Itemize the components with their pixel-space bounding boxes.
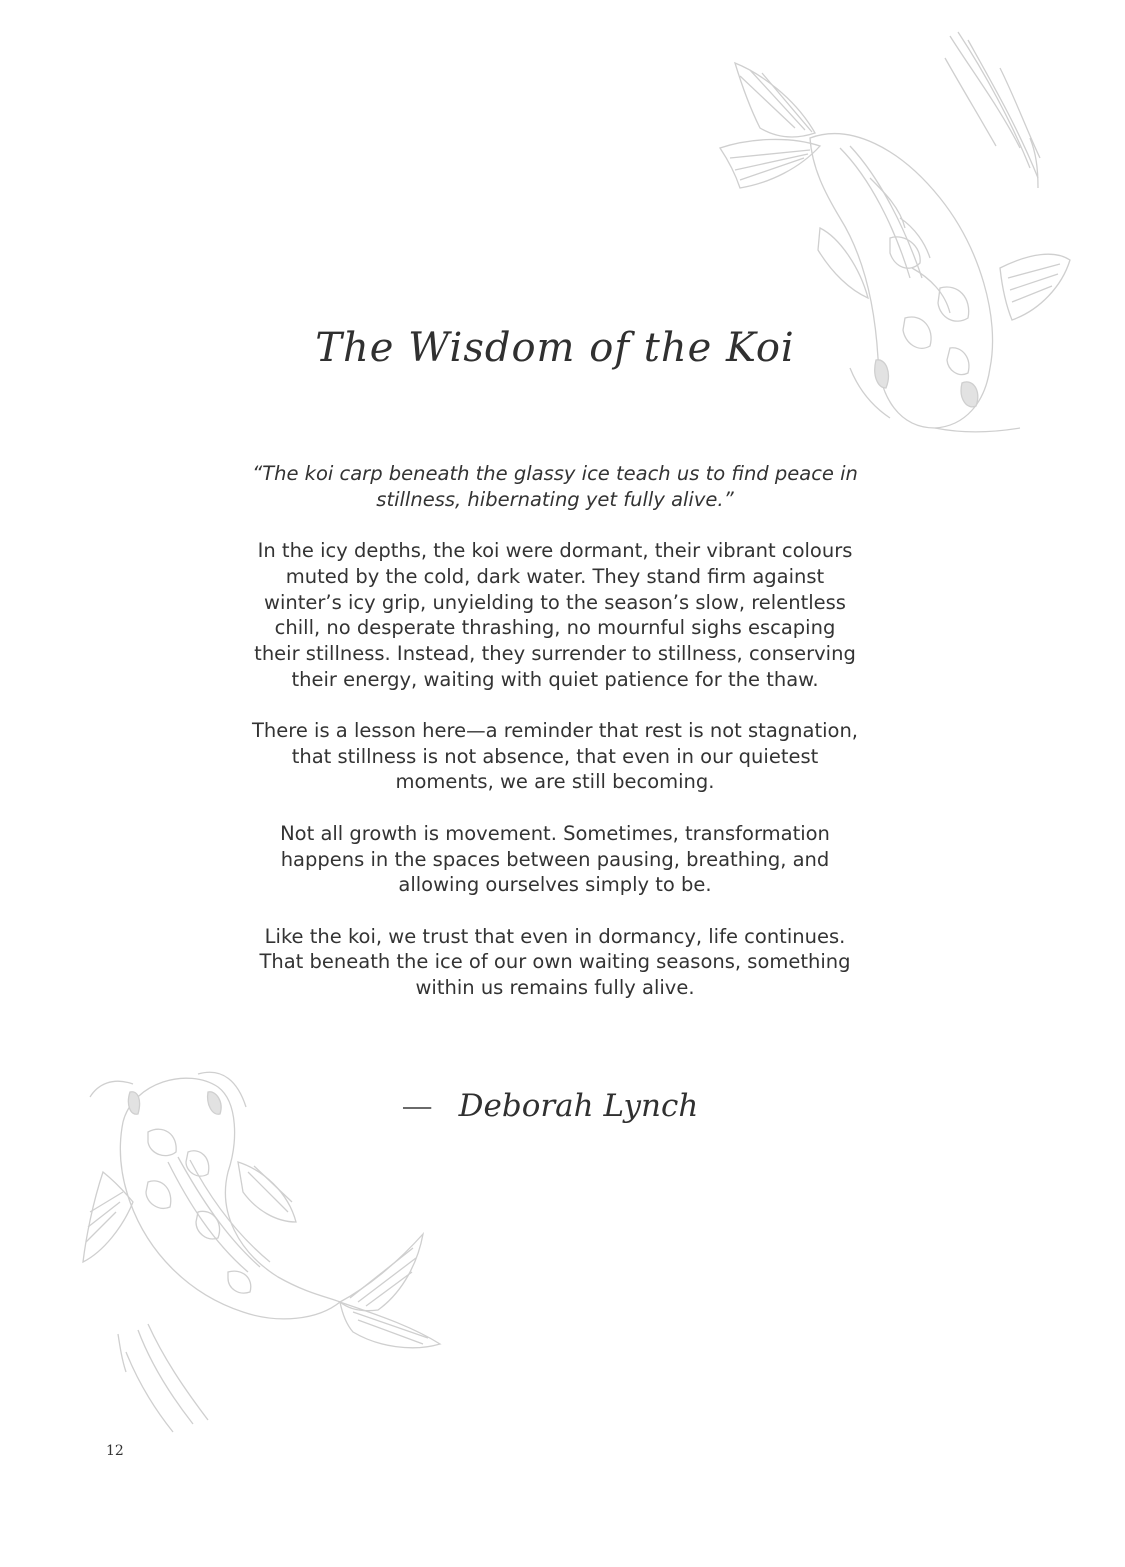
opening-quote: “The koi carp beneath the glassy ice teach us to find peace in stillness, hibernating yet fully alive.” — [252, 462, 858, 511]
koi-fish-bottom-icon — [78, 1062, 448, 1442]
body-text — [250, 461, 860, 1026]
paragraph: There is a lesson here—a reminder that rest is not stagnation, that stillness is not absence, that even in our quietest moments, we are still becoming. — [251, 719, 859, 794]
page-title: The Wisdom of the Koi — [315, 325, 795, 371]
koi-fish-top-icon — [700, 28, 1080, 438]
signature-dash: — — [401, 1088, 433, 1124]
author-name: Deborah Lynch — [458, 1088, 699, 1124]
page-number: 12 — [106, 1443, 124, 1459]
paragraph: Not all growth is movement. Sometimes, transformation happens in the spaces between pausing, breathing, and allowing ourselves simply to be. — [280, 821, 830, 897]
paragraph: Like the koi, we trust that even in dormancy, life continues. That beneath the ice of our own waiting seasons, something within us remains fully alive. — [259, 924, 851, 999]
paragraph: In the icy depths, the koi were dormant, their vibrant colours muted by the cold, dark water. They stand firm against winter’s icy grip, unyielding to the season’s slow, relentless chill, no desperate thrashing, no mournful sighs escaping their stillness. Instead, they surrender to stillness, conserving their energy, waiting with quiet patience for the thaw. — [254, 539, 856, 691]
